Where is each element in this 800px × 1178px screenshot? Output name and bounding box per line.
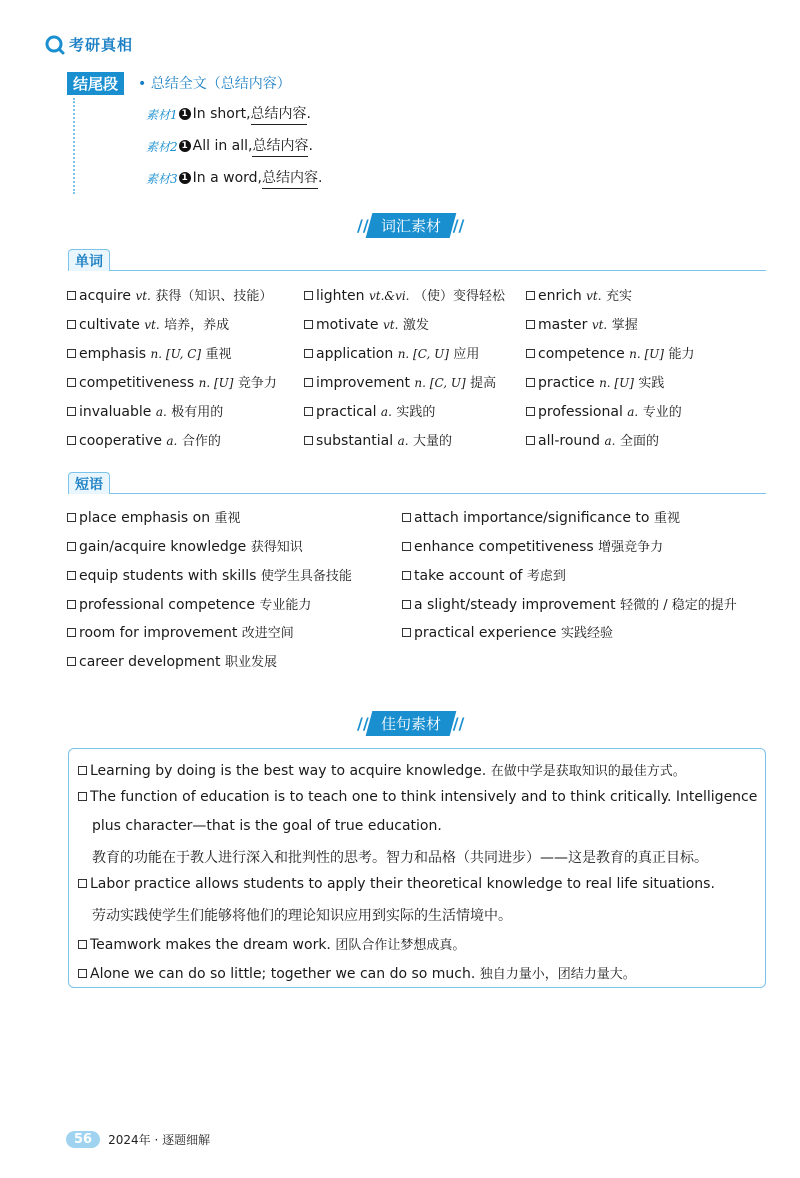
- word-item: improvement n. [C, U] 提高: [304, 372, 496, 391]
- checkbox-icon: [78, 792, 87, 801]
- sentence-translation: 劳动实践使学生们能够将他们的理论知识应用到实际的生活情境中。: [92, 908, 512, 924]
- ending-title: • 总结全文（总结内容）: [138, 76, 291, 92]
- stripes-decoration: //: [357, 713, 369, 733]
- material-end: .: [306, 106, 311, 122]
- checkbox-icon: [67, 320, 76, 329]
- checkbox-icon: [78, 940, 87, 949]
- checkbox-icon: [78, 766, 87, 775]
- page-number: 56: [66, 1131, 100, 1148]
- vocab-banner-title: 词汇素材: [380, 216, 441, 235]
- checkbox-icon: [526, 436, 535, 445]
- number-badge: 1: [179, 140, 191, 152]
- checkbox-icon: [526, 407, 535, 416]
- number-badge: 1: [179, 172, 191, 184]
- checkbox-icon: [67, 349, 76, 358]
- word-item: application n. [C, U] 应用: [304, 343, 479, 362]
- words-section-header: [68, 249, 766, 271]
- material-phrase: In short,: [192, 106, 251, 122]
- material-label: 素材2: [146, 139, 178, 154]
- word-item: competitiveness n. [U] 竞争力: [67, 372, 277, 391]
- phrases-tab: 短语: [68, 472, 110, 494]
- material-label: 素材3: [146, 171, 178, 186]
- checkbox-icon: [67, 378, 76, 387]
- word-item: master vt. 掌握: [526, 314, 638, 333]
- word-item: lighten vt.&vi. （使）变得轻松: [304, 285, 505, 304]
- phrase-item: room for improvement 改进空间: [67, 622, 294, 641]
- material-phrase: All in all,: [192, 138, 253, 154]
- material-content: 总结内容: [251, 103, 307, 125]
- sentence-item: Teamwork makes the dream work. 团队合作让梦想成真。: [78, 934, 465, 953]
- words-tab: 单词: [68, 249, 110, 271]
- material-end: .: [308, 138, 313, 154]
- magnifier-icon: [45, 35, 65, 55]
- word-item: motivate vt. 激发: [304, 314, 429, 333]
- checkbox-icon: [304, 320, 313, 329]
- checkbox-icon: [526, 320, 535, 329]
- word-item: all-round a. 全面的: [526, 430, 659, 449]
- word-item: acquire vt. 获得（知识、技能）: [67, 285, 272, 304]
- checkbox-icon: [304, 349, 313, 358]
- checkbox-icon: [402, 513, 411, 522]
- word-item: invaluable a. 极有用的: [67, 401, 223, 420]
- phrase-item: take account of 考虑到: [402, 565, 566, 584]
- checkbox-icon: [402, 542, 411, 551]
- checkbox-icon: [78, 969, 87, 978]
- number-badge: 1: [179, 108, 191, 120]
- word-item: professional a. 专业的: [526, 401, 682, 420]
- checkbox-icon: [304, 407, 313, 416]
- checkbox-icon: [304, 291, 313, 300]
- phrase-item: equip students with skills 使学生具备技能: [67, 565, 352, 584]
- checkbox-icon: [67, 407, 76, 416]
- checkbox-icon: [67, 657, 76, 666]
- sentence-translation: 教育的功能在于教人进行深入和批判性的思考。智力和品格（共同进步）——这是教育的真正目标。: [92, 850, 708, 866]
- checkbox-icon: [67, 542, 76, 551]
- sentences-banner-title: 佳句素材: [380, 714, 441, 733]
- word-item: cooperative a. 合作的: [67, 430, 221, 449]
- material-item: [146, 103, 311, 125]
- word-item: practice n. [U] 实践: [526, 372, 664, 391]
- phrases-section-header: [68, 472, 766, 494]
- checkbox-icon: [67, 513, 76, 522]
- checkbox-icon: [67, 628, 76, 637]
- word-item: practical a. 实践的: [304, 401, 435, 420]
- vocab-banner: [357, 212, 464, 238]
- ending-tag: 结尾段: [67, 72, 124, 95]
- checkbox-icon: [402, 628, 411, 637]
- checkbox-icon: [402, 571, 411, 580]
- checkbox-icon: [67, 600, 76, 609]
- footer-text: 2024年 · 逐题细解: [108, 1133, 211, 1147]
- checkbox-icon: [67, 291, 76, 300]
- sentences-banner: [357, 710, 464, 736]
- checkbox-icon: [526, 349, 535, 358]
- phrase-item: attach importance/significance to 重视: [402, 507, 680, 526]
- material-phrase: In a word,: [192, 170, 262, 186]
- sentence-item: The function of education is to teach one to think intensively and to think critically. Intelligence: [78, 789, 757, 805]
- word-item: emphasis n. [U, C] 重视: [67, 343, 232, 362]
- sentence-item: Labor practice allows students to apply their theoretical knowledge to real life situations.: [78, 876, 715, 892]
- phrase-item: career development 职业发展: [67, 651, 277, 670]
- brand-title: 考研真相: [69, 36, 134, 54]
- material-content: 总结内容: [252, 135, 308, 157]
- checkbox-icon: [304, 436, 313, 445]
- material-item: [146, 167, 322, 189]
- word-item: cultivate vt. 培养，养成: [67, 314, 229, 333]
- stripes-decoration: //: [452, 713, 465, 733]
- checkbox-icon: [67, 436, 76, 445]
- material-end: .: [317, 170, 323, 186]
- material-item: [146, 135, 313, 157]
- sentence-continuation: plus character—that is the goal of true education.: [92, 818, 442, 834]
- phrase-item: gain/acquire knowledge 获得知识: [67, 536, 303, 555]
- checkbox-icon: [304, 378, 313, 387]
- sentence-item: Alone we can do so little; together we can do so much. 独自力量小，团结力量大。: [78, 963, 636, 982]
- phrase-item: a slight/steady improvement 轻微的 / 稳定的提升: [402, 594, 737, 613]
- phrase-item: enhance competitiveness 增强竞争力: [402, 536, 663, 555]
- brand: [45, 34, 133, 55]
- word-item: competence n. [U] 能力: [526, 343, 694, 362]
- word-item: enrich vt. 充实: [526, 285, 632, 304]
- sentence-item: Learning by doing is the best way to acquire knowledge. 在做中学是获取知识的最佳方式。: [78, 760, 686, 779]
- checkbox-icon: [78, 879, 87, 888]
- material-content: 总结内容: [262, 167, 318, 189]
- phrase-item: place emphasis on 重视: [67, 507, 241, 526]
- material-label: 素材1: [146, 107, 178, 122]
- checkbox-icon: [67, 571, 76, 580]
- stripes-decoration: //: [357, 215, 369, 235]
- checkbox-icon: [402, 600, 411, 609]
- word-item: substantial a. 大量的: [304, 430, 452, 449]
- stripes-decoration: //: [452, 215, 465, 235]
- phrase-item: professional competence 专业能力: [67, 594, 311, 613]
- page-footer: [66, 1131, 210, 1148]
- phrase-item: practical experience 实践经验: [402, 622, 613, 641]
- checkbox-icon: [526, 291, 535, 300]
- checkbox-icon: [526, 378, 535, 387]
- ending-divider: [73, 98, 75, 194]
